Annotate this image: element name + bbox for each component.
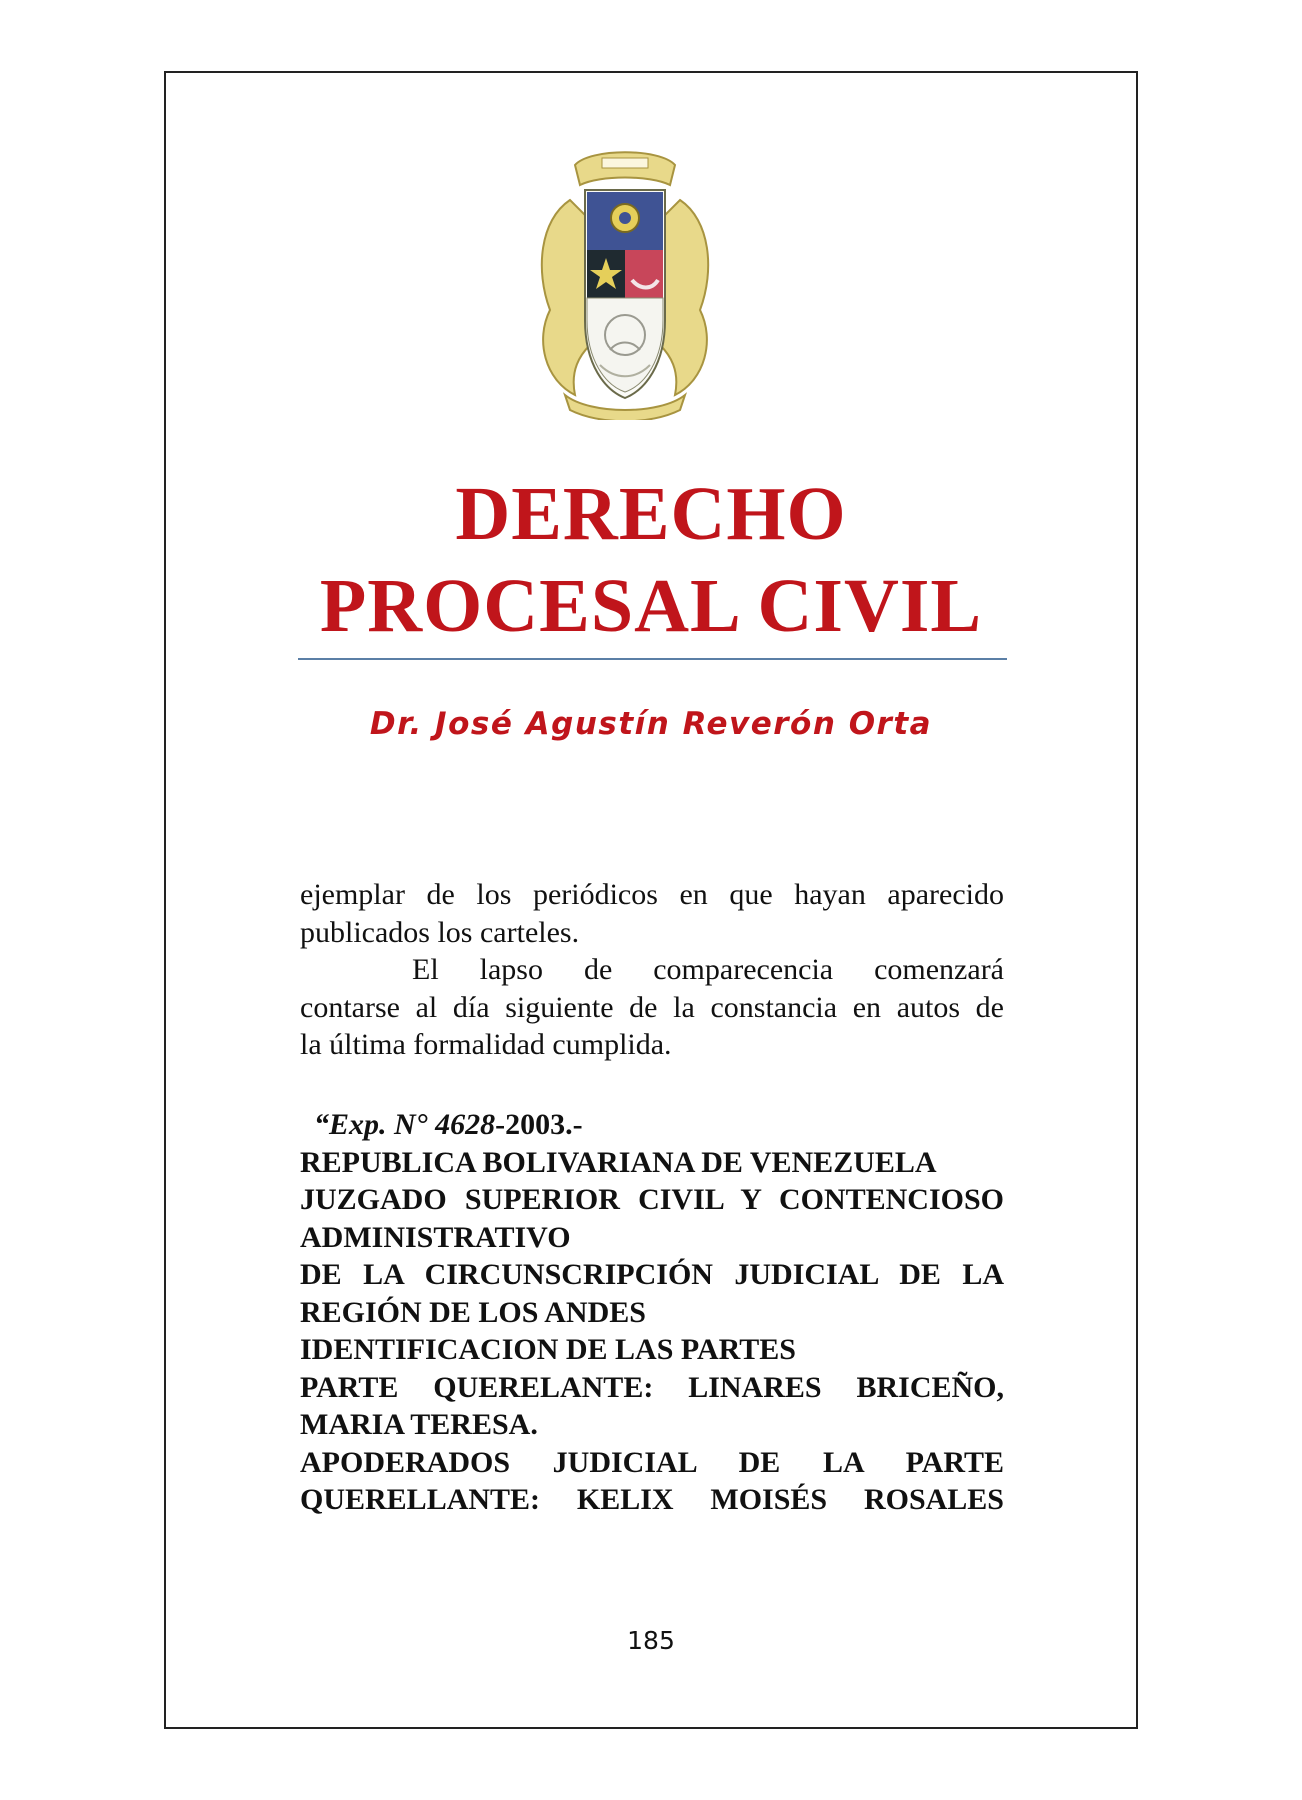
document-title (164, 468, 1138, 652)
case-republic: REPUBLICA BOLIVARIANA DE VENEZUELA (300, 1145, 937, 1179)
case-file-suffix: -2003.- (495, 1108, 583, 1141)
case-plaintiff: PARTE QUERELANTE: LINARES BRICEÑO, MARIA TERESA. (300, 1370, 1004, 1441)
case-header (300, 1106, 1004, 1519)
title-divider (298, 658, 1007, 660)
paragraph-1-line-2: publicados los carteles. (300, 915, 580, 949)
paragraph-2-line-2: contarse al día siguiente de la constancia en autos de (300, 990, 1004, 1024)
title-line-2: PROCESAL CIVIL (319, 564, 983, 648)
title-line-1: DERECHO (455, 472, 847, 556)
body-text (300, 876, 1004, 1064)
paragraph-1-line-1: ejemplar de los periódicos en que hayan aparecido (300, 878, 1004, 911)
case-file-number (300, 1106, 1004, 1144)
university-crest-icon (530, 140, 720, 420)
paragraph-2-line-3: la última formalidad cumplida. (300, 1028, 672, 1061)
paragraph-2-line-1: El lapso de comparecencia comenzará (412, 953, 1004, 986)
case-court: JUZGADO SUPERIOR CIVIL Y CONTENCIOSO ADMINISTRATIVO (300, 1183, 1004, 1254)
page-number: 185 (627, 1626, 675, 1655)
case-jurisdiction: DE LA CIRCUNSCRIPCIÓN JUDICIAL DE LA REGIÓN DE LOS ANDES (300, 1258, 1004, 1329)
case-file-prefix: “Exp. N° 4628 (314, 1108, 496, 1141)
case-parties-heading: IDENTIFICACION DE LAS PARTES (300, 1333, 796, 1366)
case-attorneys: APODERADOS JUDICIAL DE LA PARTE QUERELLANTE: KELIX MOISÉS ROSALES (300, 1445, 1004, 1516)
author-name: Dr. José Agustín Reverón Orta (369, 706, 933, 742)
